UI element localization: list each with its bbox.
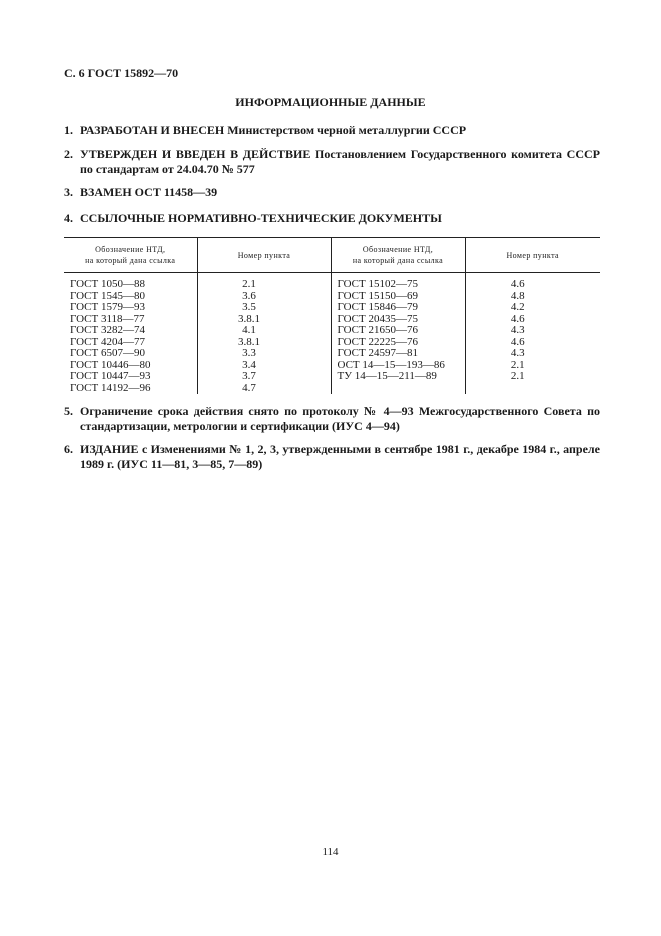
left-point: 3.5 xyxy=(197,302,331,314)
right-point: 4.2 xyxy=(465,302,600,314)
item-text: Ограничение срока действия снято по протоколу № 4—93 Межгосударственного Совета по стандартизации, метрологии и сертификации (ИУС 4—94) xyxy=(80,404,600,433)
right-doc: ГОСТ 21650—76 xyxy=(331,325,465,337)
header-designation-right xyxy=(331,238,465,273)
right-doc: ГОСТ 20435—75 xyxy=(331,314,465,326)
right-doc: ГОСТ 24597—81 xyxy=(331,348,465,360)
header-point-right: Номер пункта xyxy=(465,238,600,273)
info-item-1 xyxy=(64,123,600,138)
left-doc: ГОСТ 14192—96 xyxy=(70,381,151,394)
references-table xyxy=(64,237,600,394)
left-doc: ГОСТ 1545—80 xyxy=(70,289,145,302)
right-doc: ТУ 14—15—211—89 xyxy=(331,371,465,383)
left-doc: ГОСТ 3118—77 xyxy=(70,312,145,325)
left-point: 4.7 xyxy=(197,383,331,395)
right-point: 4.3 xyxy=(465,348,600,360)
right-point: 4.6 xyxy=(465,273,600,291)
item-number: 5. xyxy=(64,404,73,418)
header-point-left: Номер пункта xyxy=(197,238,331,273)
right-point: 2.1 xyxy=(465,360,600,372)
item-number: 2. xyxy=(64,147,73,161)
table-header-row xyxy=(64,238,600,273)
page-header: С. 6 ГОСТ 15892—70 xyxy=(64,66,179,80)
info-item-4 xyxy=(64,211,600,226)
item-number: 6. xyxy=(64,442,73,456)
right-doc: ГОСТ 15102—75 xyxy=(331,273,465,291)
left-doc: ГОСТ 4204—77 xyxy=(70,335,145,348)
left-doc: ГОСТ 1579—93 xyxy=(70,301,145,313)
page-number: 114 xyxy=(322,846,339,858)
item-number: 4. xyxy=(64,211,73,225)
item-number: 1. xyxy=(64,123,73,137)
section-title: ИНФОРМАЦИОННЫЕ ДАННЫЕ xyxy=(235,95,426,109)
item-lead: УТВЕРЖДЕН И ВВЕДЕН В ДЕЙСТВИЕ xyxy=(80,147,311,161)
header-designation-line2: на который дана ссылка xyxy=(85,256,176,265)
right-point: 4.6 xyxy=(465,337,600,349)
left-doc: ГОСТ 10447—93 xyxy=(70,370,151,382)
info-item-3 xyxy=(64,185,600,200)
header-designation-line1: Обозначение НТД, xyxy=(95,245,166,254)
item-lead: ВЗАМЕН ОСТ 11458—39 xyxy=(80,185,218,199)
item-text: Постановлением Государственного комитета СССР по стандартам от 24.04.70 № 577 xyxy=(80,147,600,176)
left-doc: ГОСТ 10446—80 xyxy=(70,358,151,371)
header-designation-line2: на который дана ссылка xyxy=(352,256,444,265)
left-point: 4.1 xyxy=(197,325,331,337)
info-item-6 xyxy=(64,442,600,472)
left-doc: ГОСТ 3282—74 xyxy=(70,324,145,336)
right-doc: ГОСТ 15150—69 xyxy=(331,291,465,303)
right-point: 4.6 xyxy=(465,314,600,326)
right-point: 4.3 xyxy=(465,325,600,337)
right-doc: ГОСТ 22225—76 xyxy=(331,337,465,349)
item-lead: ССЫЛОЧНЫЕ НОРМАТИВНО-ТЕХНИЧЕСКИЕ ДОКУМЕНТЫ xyxy=(80,211,442,225)
left-doc: ГОСТ 6507—90 xyxy=(70,347,145,359)
right-doc: ОСТ 14—15—193—86 xyxy=(331,360,465,372)
header-designation-left xyxy=(64,238,197,273)
table-row xyxy=(64,383,600,395)
item-lead: ИЗДАНИЕ xyxy=(80,442,139,456)
item-text: с Изменениями № 1, 2, 3, утвержденными в сентябре 1981 г., декабре 1984 г., апреле 1989 г. (ИУС 11—81, 3—85, 7—89) xyxy=(80,442,600,471)
left-point: 3.8.1 xyxy=(197,314,331,326)
right-doc: ГОСТ 15846—79 xyxy=(331,302,465,314)
left-point: 3.4 xyxy=(197,360,331,372)
item-number: 3. xyxy=(64,185,73,199)
info-item-5 xyxy=(64,404,600,434)
item-lead: РАЗРАБОТАН И ВНЕСЕН xyxy=(80,123,225,137)
table-row xyxy=(64,348,600,360)
table-row xyxy=(64,325,600,337)
table-row xyxy=(64,371,600,383)
left-point: 2.1 xyxy=(197,273,331,291)
info-item-2 xyxy=(64,147,600,177)
right-doc xyxy=(331,383,465,395)
left-point: 3.3 xyxy=(197,348,331,360)
right-point xyxy=(465,383,600,395)
left-doc: ГОСТ 1050—88 xyxy=(70,278,145,290)
table-row xyxy=(64,273,600,291)
item-text: Министерством черной металлургии СССР xyxy=(224,123,467,137)
left-point: 3.8.1 xyxy=(197,337,331,349)
table-row xyxy=(64,302,600,314)
left-point: 3.7 xyxy=(197,371,331,383)
header-designation-line1: Обозначение НТД, xyxy=(362,245,434,254)
right-point: 4.8 xyxy=(465,291,600,303)
right-point: 2.1 xyxy=(465,371,600,383)
left-point: 3.6 xyxy=(197,291,331,303)
